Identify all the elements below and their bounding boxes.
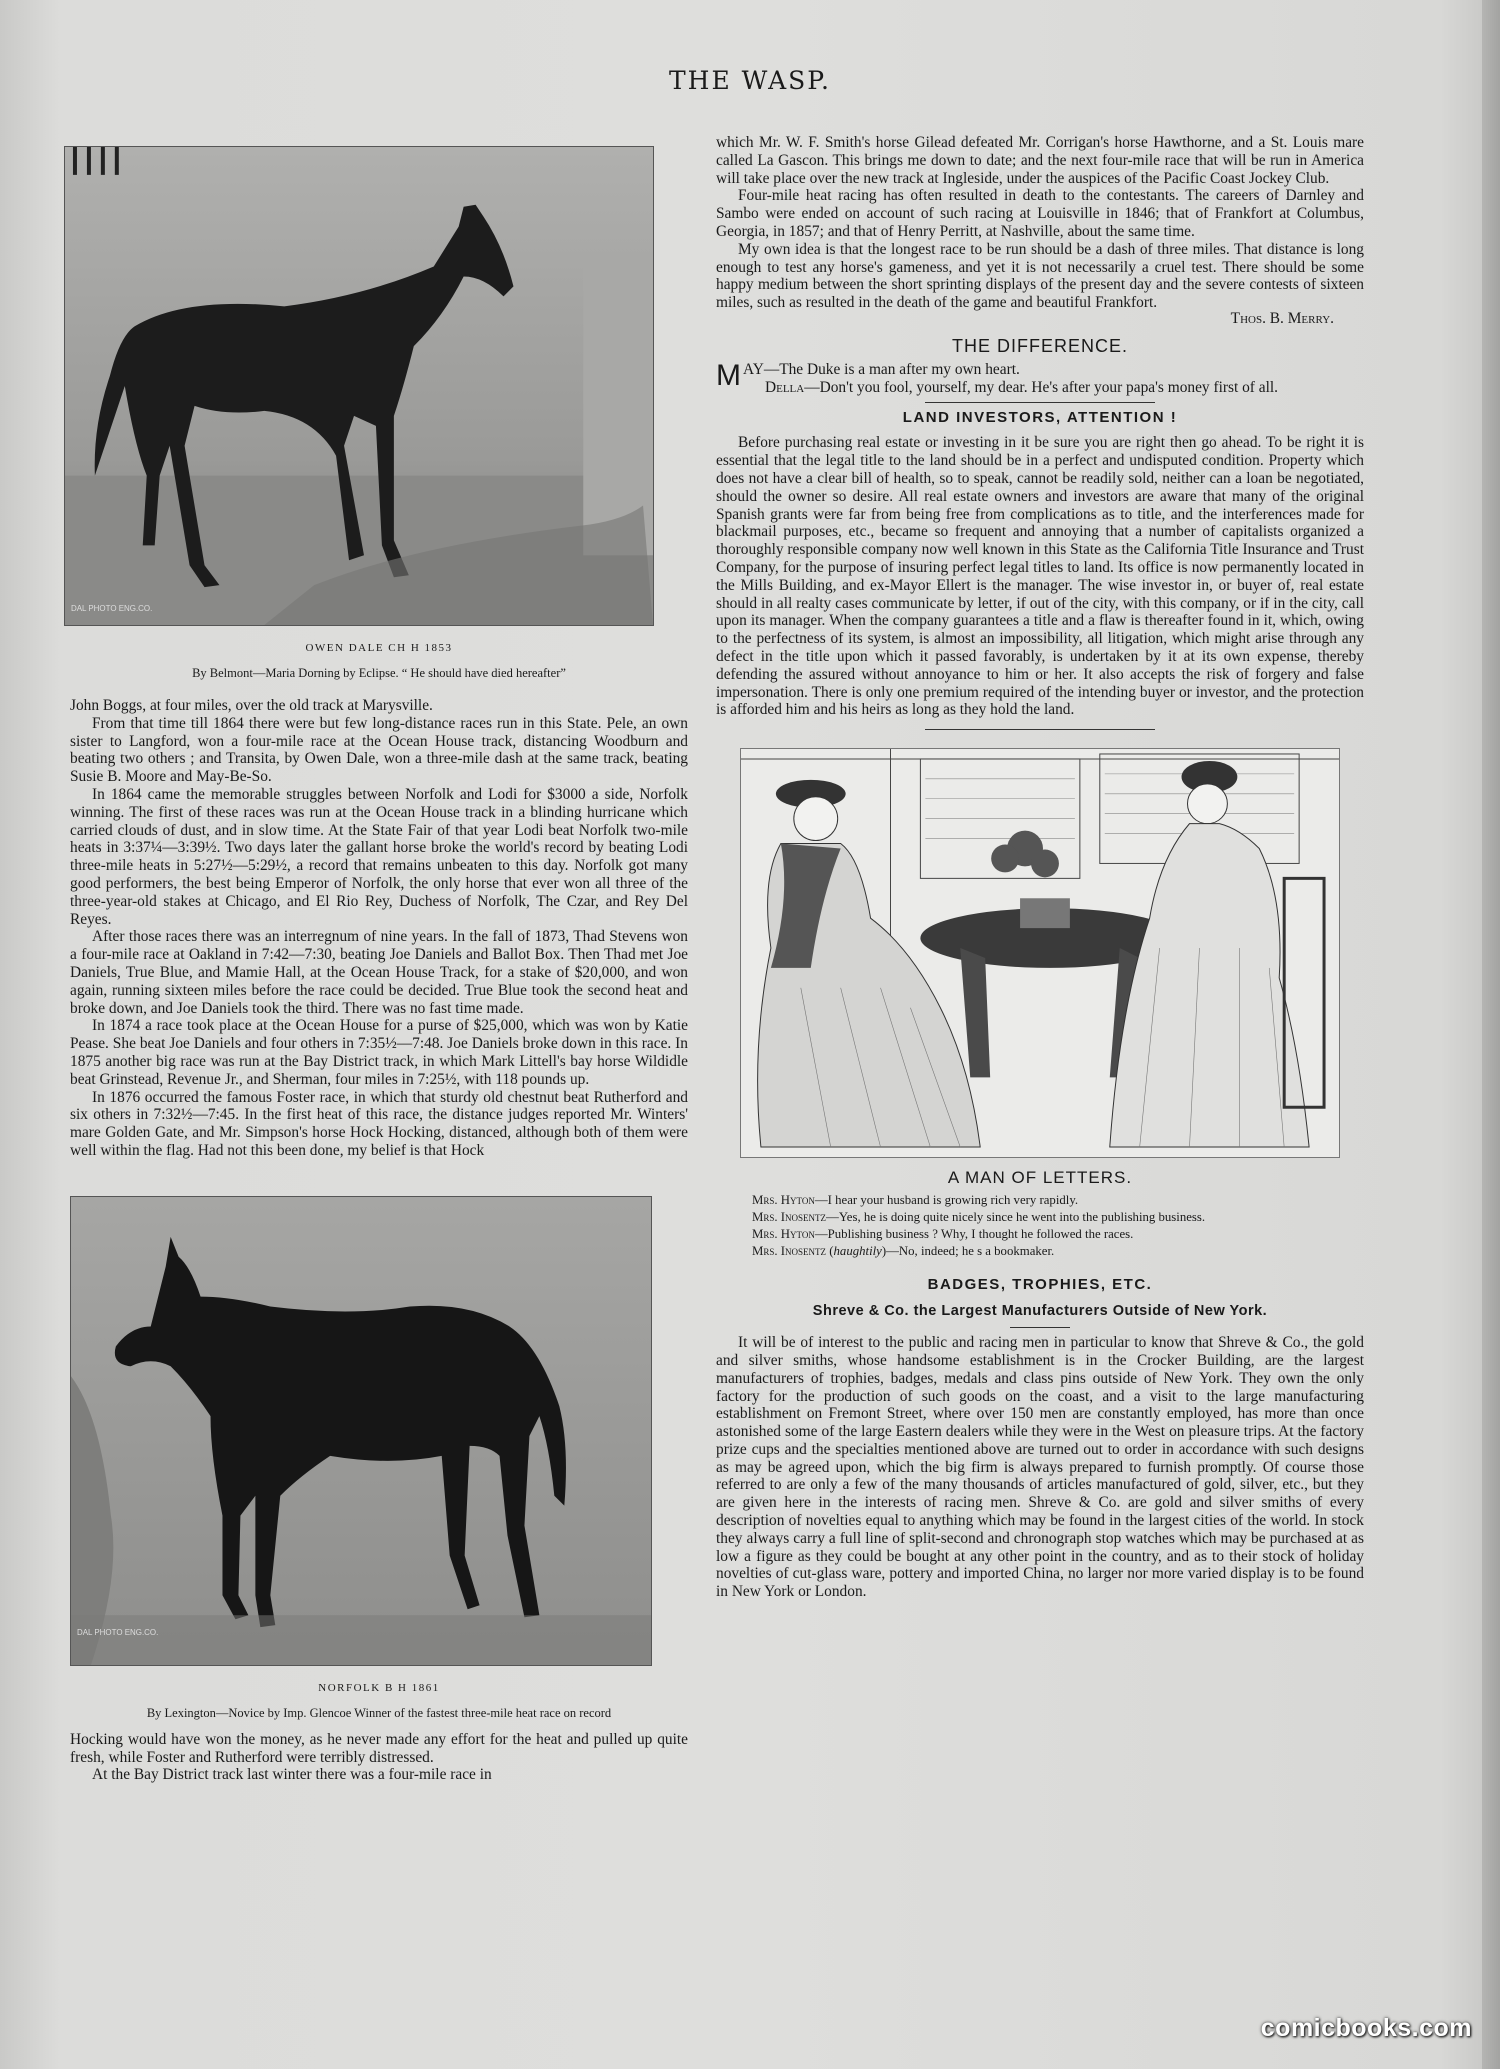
paragraph: After those races there was an interregnum of nine years. In the fall of 1873, Thad Stevens won a four-mile race at Oakland in 7:42—7:30, beating Joe Daniels and Ballot Box. Then Thad met Joe Daniels, True Blue, and Mamie Hall, at the Ocean House Track, for a stake of $20,000, and won again, running sixteen miles before the race could be decided. True Blue took the second heat and broke down, and Joe Daniels took the third. There was no fast time made. bbox=[70, 928, 688, 1017]
subheading-shreve: Shreve & Co. the Largest Manufacturers Outside of New York. bbox=[812, 1303, 1268, 1320]
article-horse-racing-part2 bbox=[70, 1731, 688, 1784]
cartoon-title: A MAN OF LETTERS. bbox=[947, 1168, 1133, 1188]
article-horse-racing-part1 bbox=[70, 697, 688, 1160]
watermark: comicbooks.com bbox=[1260, 2014, 1472, 2042]
engraver-mark-1: DAL PHOTO ENG.CO. bbox=[70, 604, 153, 614]
dialog-line: —I hear your husband is growing rich very rapidly. bbox=[814, 1193, 1079, 1208]
caption-owen-dale-subtitle: By Belmont—Maria Dorning by Eclipse. “ He should have died hereafter” bbox=[192, 666, 566, 680]
paragraph: Hocking would have won the money, as he never made any effort for the heat and pulled up quite fresh, while Foster and Rutherford were terribly distressed. bbox=[70, 1730, 688, 1766]
cartoon-illustration bbox=[740, 748, 1340, 1158]
divider bbox=[925, 402, 1155, 403]
article-signature: Thos. B. Merry. bbox=[1230, 309, 1334, 327]
caption-owen-dale-title: OWEN DALE CH H 1853 bbox=[305, 642, 453, 654]
section-the-difference bbox=[716, 358, 1364, 397]
section-land-investors bbox=[716, 434, 1364, 719]
horse-photo-1-icon bbox=[65, 147, 653, 625]
paragraph: John Boggs, at four miles, over the old track at Marysville. bbox=[70, 697, 433, 714]
divider bbox=[1010, 1327, 1070, 1328]
divider bbox=[925, 729, 1155, 730]
difference-line-2: —Don't you fool, yourself, my dear. He's after your papa's money first of all. bbox=[804, 378, 1278, 396]
paragraph: From that time till 1864 there were but few long-distance races run in this State. Pele, an own sister to Langford, won a four-mile race at the Ocean House track, distancing Woodburn and beating two others ; and Transita, by Owen Dale, won a three-mile dash at the same track, beating Susie B. Moore and May-Be-So. bbox=[70, 714, 688, 786]
cartoon-two-women-icon bbox=[741, 749, 1339, 1157]
section-badges bbox=[716, 1334, 1364, 1601]
left-column bbox=[70, 146, 688, 1784]
difference-line-1: AY—The Duke is a man after my own heart. bbox=[743, 360, 1020, 378]
paragraph: Before purchasing real estate or investing in it be sure you are right then go ahead. To be right it is essential that the legal title to the land should be in a perfect and undisputed condition. Property which does not have a clear bill of health, so to speak, cannot be readily sold, neither can a loan be negotiated, should the owner so desire. All real estate owners and investors are aware that many of the original Spanish grants were far from being free from complications as to title, and the interferences made for blackmail purposes, etc., became so frequent and annoying that a number of capitalists organized a thoroughly responsible company now well known in this State as the California Title Insurance and Trust Company, for the purpose of insuring perfect legal titles to land. Its office is now permanently located in the Mills Building, and ex-Mayor Ellert is the manager. The wise investor in, or buyer of, real estate should in all realty cases communicate by letter, if out of the city, with this company, or if in the city, call upon its manager. When the company guarantees a title and a flaw is thereafter found in it, which, owing to the perfectness of its system, is almost an impossibility, all litigation, which might arise through any defect in the title upon which it passed favorably, is undertaken by it at its own expense, thereby defending the assured without annoyance to him or her. It also accepts the risk of forgery and false impersonation. There is only one premium required of the intending buyer or investor, and the protection is afforded him and his heirs as long as they hold the land. bbox=[716, 434, 1364, 719]
right-column bbox=[716, 134, 1364, 1601]
paragraph: At the Bay District track last winter there was a four-mile race in bbox=[92, 1766, 492, 1784]
paragraph: It will be of interest to the public and racing men in particular to know that Shreve & Co., the gold and silver smiths, whose handsome establishment is in the Crocker Building, are the largest manufacturers of trophies, badges, medals and class pins outside of New York. They own the only factory for the production of such goods on the coast, and a visit to the large manufacturing establishment on Fremont Street, where over 150 men are constantly employed, has more than once astonished some of the large Eastern dealers while they were in the West on pleasure trips. At the factory prize cups and the specialties mentioned above are turned out to order in accordance with such designs as may be agreed upon, which the big firm is always prepared to furnish promptly. Of course those referred to are only a few of the many thousands of articles manufactured of gold, silver, etc., but they are given here in the interests of racing men. Shreve & Co. are gold and silver smiths of every description of novelties equal to anything which may be found in the largest cities of the world. In stock they always carry a full line of split-second and chronograph stop watches which may be purchased at as low a figure as they could be bought at any other point in the country, and as to their stock of holiday novelties of cut-glass ware, pottery and imported China, no larger nor more varied display is to be found in New York or London. bbox=[716, 1334, 1364, 1601]
paragraph: Four-mile heat racing has often resulted in death to the contestants. The careers of Darnley and Sambo were ended on account of such racing at Louisville in 1846; that of Frankfort at Columbus, Georgia, in 1857; and that of Henry Perritt, at Nashville, about the same time. bbox=[716, 187, 1364, 240]
dropcap: M bbox=[716, 358, 741, 392]
dialog-line: —No, indeed; he s a bookmaker. bbox=[886, 1244, 1055, 1259]
engraver-mark-2: DAL PHOTO ENG.CO. bbox=[76, 1627, 159, 1637]
cartoon-dialog: Mrs. Hyton—I hear your husband is growing rich very rapidly. Mrs. Inosentz—Yes, he is doing quite nicely since he went into the publishing business. Mrs. Hyton—Publishing business ? Why, I thought he followed the races. Mrs. Inosentz (haughtily)—No, indeed; he s a bookmaker. bbox=[752, 1193, 1206, 1259]
page-edge bbox=[1482, 0, 1500, 2069]
photo-owen-dale bbox=[64, 146, 654, 626]
dialog-line: —Publishing business ? Why, I thought he followed the races. bbox=[814, 1227, 1134, 1242]
paragraph: In 1876 occurred the famous Foster race, in which that sturdy old chestnut beat Rutherford and six others in 7:32½—7:45. In the first heat of this race, the distance judges reported Mr. Winters' mare Golden Gate, and Mr. Simpson's horse Hock Hocking, distanced, although both of them were well within the flag. Had not this been done, my belief is that Hock bbox=[70, 1088, 688, 1159]
dialog-line: —Yes, he is doing quite nicely since he went into the publishing business. bbox=[826, 1210, 1206, 1225]
heading-the-difference: THE DIFFERENCE. bbox=[951, 335, 1128, 356]
caption-norfolk-subtitle: By Lexington—Novice by Imp. Glencoe Winner of the fastest three-mile heat race on record bbox=[146, 1705, 612, 1720]
caption-norfolk-title: NORFOLK B H 1861 bbox=[318, 1681, 440, 1694]
paragraph: My own idea is that the longest race to be run should be a dash of three miles. That distance is long enough to test any horse's gameness, and yet it is not necessarily a cruel test. There should be some happy medium between the short sprinting displays of the present day and the severe contests of sixteen miles, such as resulted in the death of the game and beautiful Frankfort. bbox=[716, 240, 1364, 312]
heading-badges: BADGES, TROPHIES, ETC. bbox=[927, 1276, 1153, 1294]
photo-norfolk bbox=[70, 1196, 652, 1666]
paragraph: In 1864 came the memorable struggles between Norfolk and Lodi for $3000 a side, Norfolk winning. The first of these races was run at the Ocean House track in a blinding hurricane which carried clouds of dust, and in slow time. At the State Fair of that year Lodi beat Norfolk two-mile heats in 3:37¼—3:39½. Two days later the gallant horse broke the world's record by beating Lodi three-mile heats in 5:27½—5:29½, a record that remains unbeaten to this day. Norfolk got many good performers, the best being Emperor of Norfolk, the only horse that ever won all three of the three-year-old stakes at Chicago, and El Rio Rey, Duchess of Norfolk, The Czar, and Rey Del Reyes. bbox=[70, 785, 688, 928]
speaker: Mrs. Inosentz bbox=[752, 1244, 827, 1259]
speaker: Mrs. Inosentz bbox=[752, 1210, 827, 1225]
article-horse-racing-part3 bbox=[716, 134, 1364, 328]
heading-land-investors: LAND INVESTORS, ATTENTION ! bbox=[902, 409, 1178, 427]
speaker-della: Della bbox=[765, 378, 805, 396]
speaker: Mrs. Hyton bbox=[752, 1227, 815, 1242]
masthead: THE WASP. bbox=[668, 66, 831, 95]
stage-direction: haughtily bbox=[833, 1244, 882, 1259]
paragraph: which Mr. W. F. Smith's horse Gilead defeated Mr. Corrigan's horse Hawthorne, and a St. Louis mare called La Gascon. This brings me down to date; and the next four-mile race that will be run in America will take place over the new track at Ingleside, under the auspices of the Pacific Coast Jockey Club. bbox=[716, 134, 1364, 187]
paragraph: In 1874 a race took place at the Ocean House for a purse of $25,000, which was won by Katie Pease. She beat Joe Daniels and four others in 7:35½—7:48. Joe Daniels broke down in this race. In 1875 another big race was run at the Bay District track, in which Mark Littell's bay horse Wildidle beat Grinstead, Revenue Jr., and Sherman, four miles in 7:25½, with 118 pounds up. bbox=[70, 1017, 688, 1088]
horse-photo-2-icon bbox=[71, 1197, 651, 1665]
speaker: Mrs. Hyton bbox=[752, 1193, 815, 1208]
